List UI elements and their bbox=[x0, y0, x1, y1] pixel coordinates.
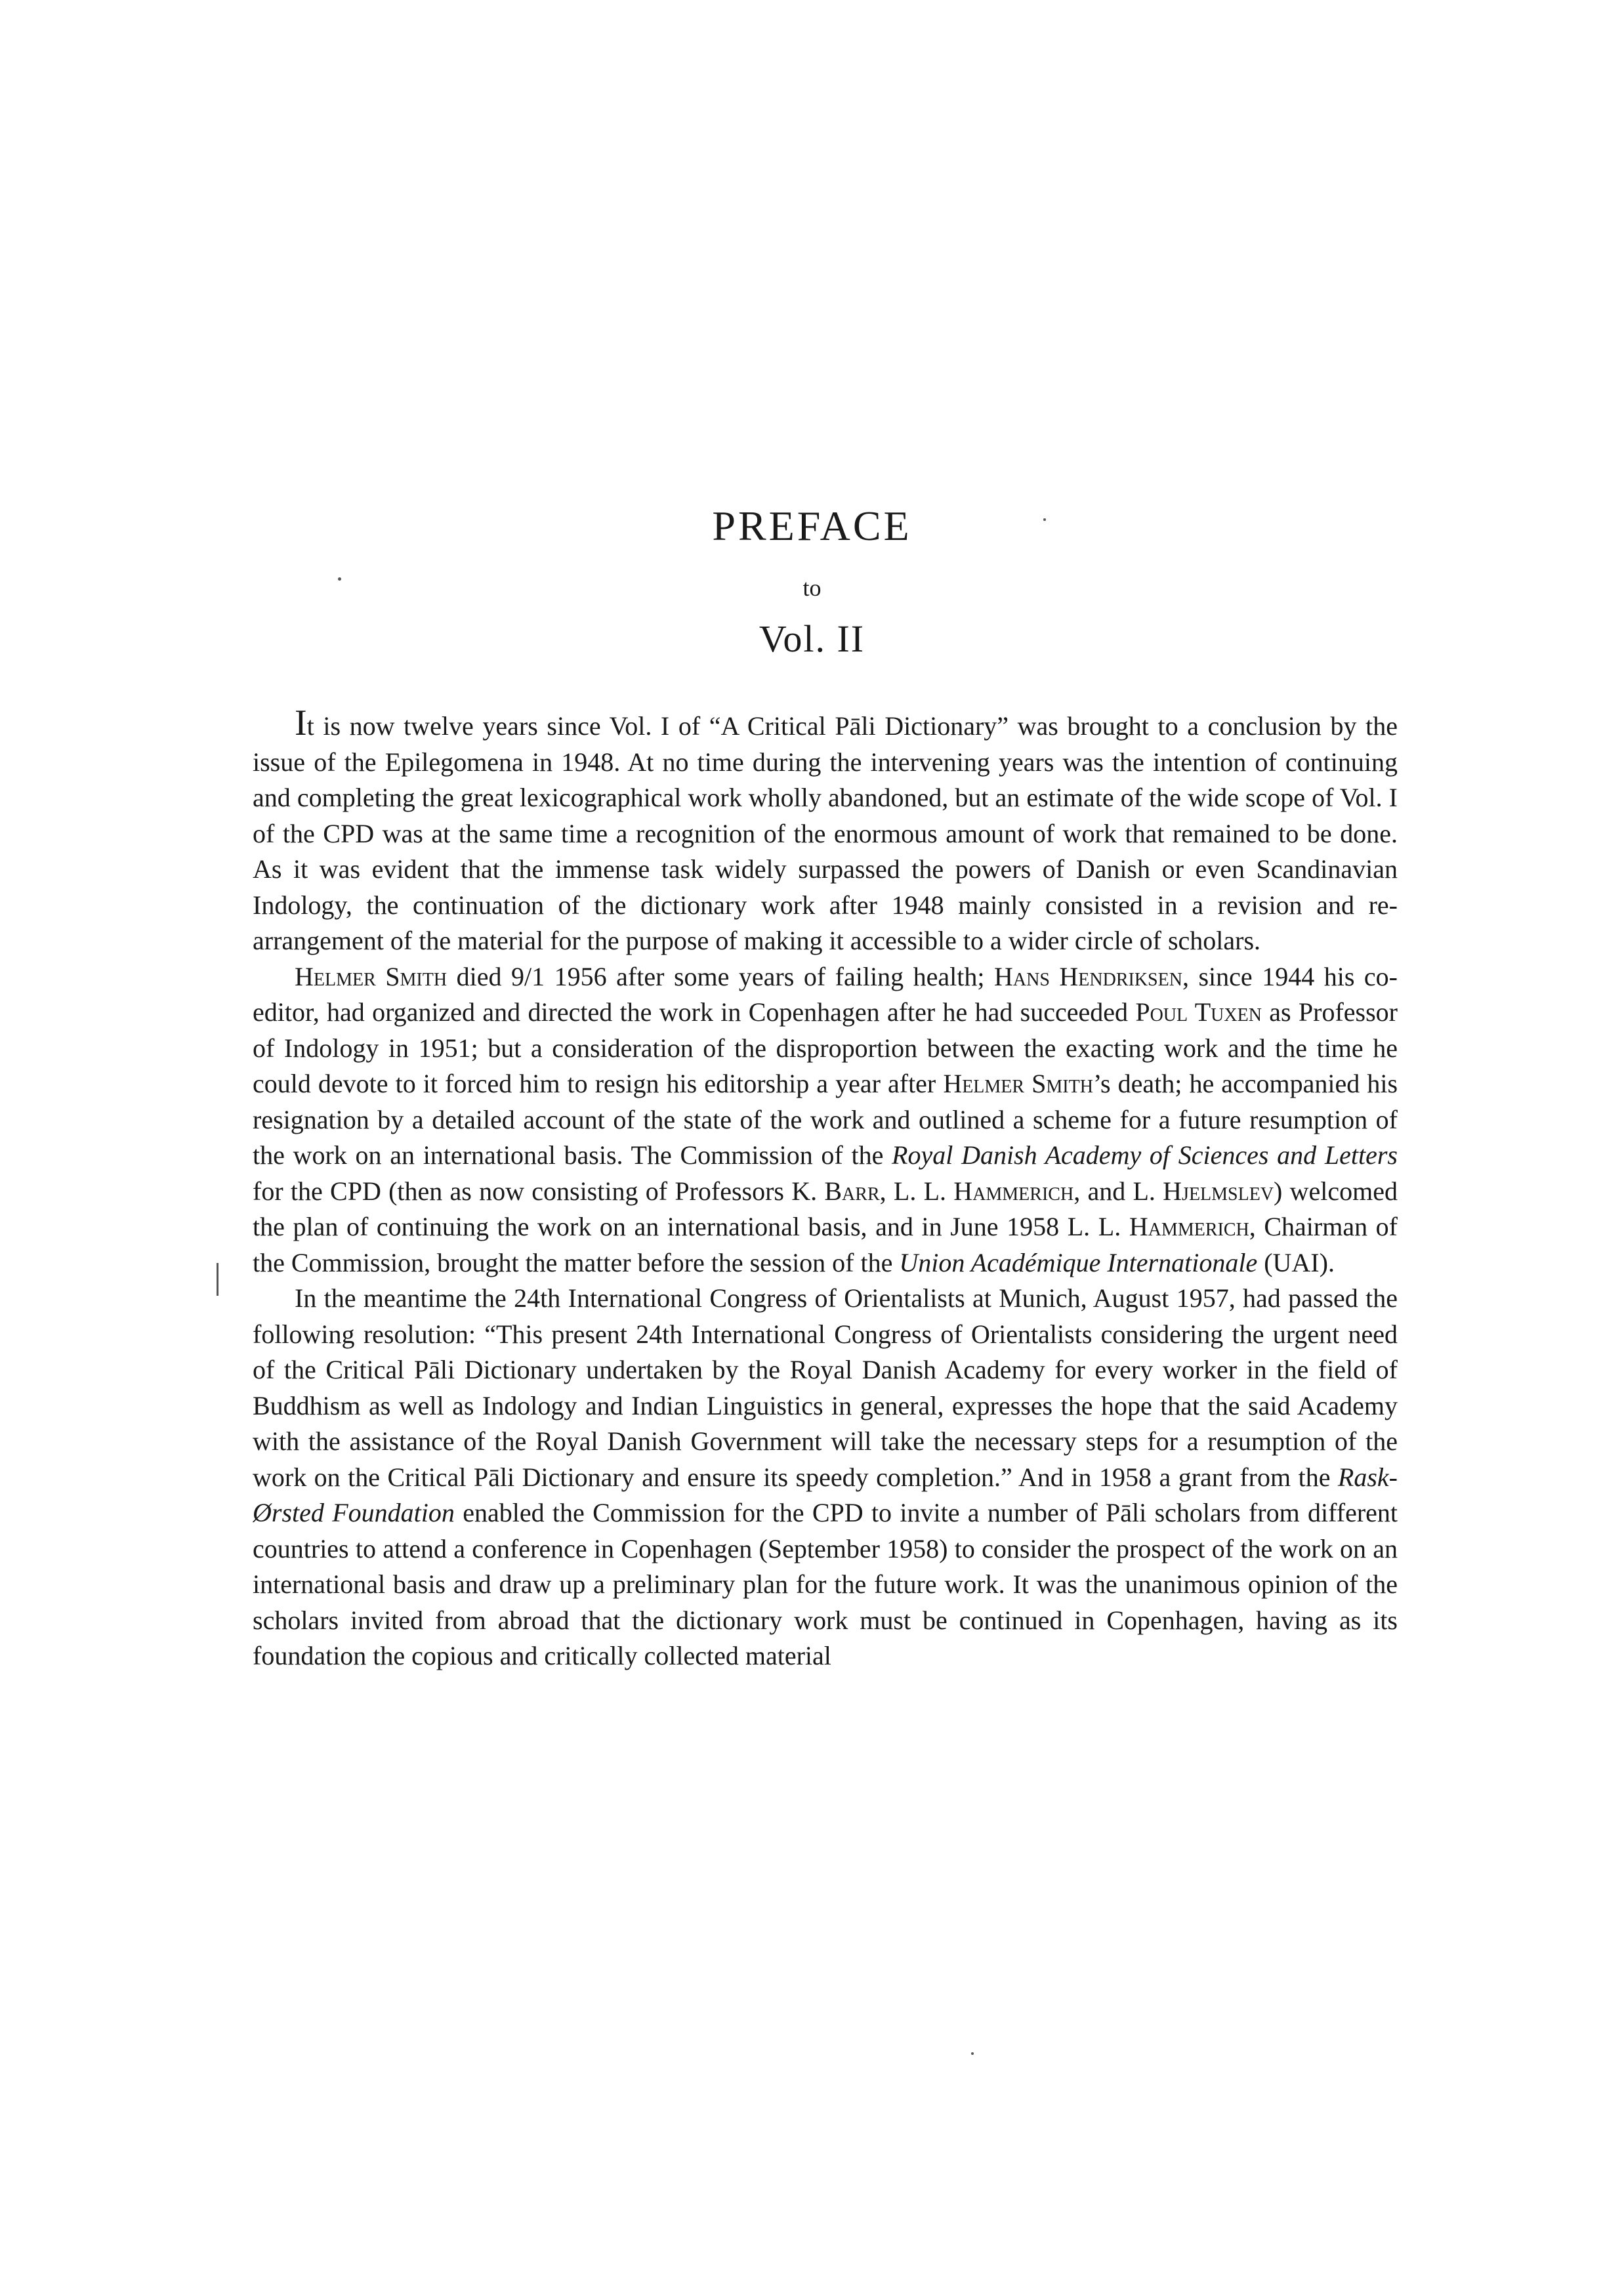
page-title: PREFACE bbox=[712, 503, 912, 549]
small-caps-name: Helmer Smith bbox=[295, 961, 448, 991]
text-run: (UAI). bbox=[1257, 1247, 1335, 1277]
text-run: , Chairman of the Commission, brought the matter before the session of the bbox=[253, 1212, 1398, 1277]
small-caps-name: Poul Tuxen bbox=[1135, 997, 1262, 1027]
text-run: t is now twelve years since Vol. I of “A Critical Pāli Dictionary” was brought to a conclusion by the issue of the Epilegomena in 1948. At no time during the intervening years was the intention of continuing and completing the great lexicographical work wholly abandoned, but an estimate of the wide scope of Vol. I of the CPD was at the same time a recognition of the enormous amount of work that remained to be done. As it was evident that the immense task widely surpassed the powers of Danish or even Scandinavian Indology, the continuation of the dictionary work after 1948 mainly consisted in a revision and re-arrangement of the material for the purpose of making it accessible to a wider circle of scholars. bbox=[253, 711, 1398, 955]
scan-speck bbox=[1043, 518, 1046, 521]
scan-speck bbox=[338, 577, 341, 581]
text-run: In the meantime the 24th International Congress of Orientalists at Munich, August 1957, had passed the following resolution: “This present 24th International Congress of Orientalists considering the urgent need of the Critical Pāli Dictionary undertaken by the Royal Danish Academy for every worker in the field of Buddhism as well as Indology and Indian Linguistics in general, expresses the hope that the said Academy with the assistance of the Royal Danish Government will take the necessary steps for a resumption of the work on the Critical Pāli Dictionary and ensure its speedy completion.” And in 1958 a grant from the bbox=[253, 1283, 1398, 1492]
scan-margin-mark bbox=[217, 1263, 219, 1296]
italic-text: Rask-Ørsted Foundation bbox=[253, 1462, 1398, 1527]
small-caps-name: Helmer Smith bbox=[943, 1069, 1093, 1098]
small-caps-name: L. L. Hammerich bbox=[1067, 1212, 1249, 1241]
paragraph-1 bbox=[253, 703, 1398, 959]
paragraph-3 bbox=[253, 1281, 1398, 1674]
small-caps-name: L. L. Hammerich bbox=[893, 1176, 1074, 1206]
initial-letter: I bbox=[295, 703, 307, 743]
small-caps-name: K. Barr bbox=[791, 1176, 880, 1206]
text-run: , bbox=[879, 1176, 894, 1206]
italic-text: Royal Danish Academy of Sciences and Letters bbox=[892, 1140, 1398, 1170]
italic-text: Union Académique Internationale bbox=[899, 1247, 1258, 1277]
paragraph-2 bbox=[253, 959, 1398, 1281]
preface-body bbox=[253, 703, 1398, 1674]
text-run: , and bbox=[1073, 1176, 1133, 1206]
small-caps-name: L. Hjelmslev bbox=[1133, 1176, 1274, 1206]
text-run: for the CPD (then as now consisting of Professors bbox=[253, 1176, 792, 1206]
volume-heading: Vol. II bbox=[759, 617, 865, 660]
text-run: enabled the Commission for the CPD to invite a number of Pāli scholars from different countries to attend a conference in Copenhagen (September 1958) to consider the prospect of the work on an international basis and draw up a preliminary plan for the future work. It was the unanimous opinion of the scholars invited from abroad that the dictionary work must be continued in Copenhagen, having as its foundation the copious and critically collected material bbox=[253, 1498, 1398, 1670]
text-run: as Professor of Indology in 1951; but a consideration of the disproportion between the exacting work and the time he could devote to it forced him to resign his editorship a year after bbox=[253, 997, 1398, 1098]
text-run: ) welcomed the plan of continuing the work on an international basis, and in June 1958 bbox=[253, 1176, 1398, 1241]
scan-speck bbox=[971, 2052, 974, 2055]
text-run: ’s death; he accompanied his resignation by a detailed account of the state of the work and outlined a scheme for a future resumption of the work on an international basis. The Commission of the bbox=[253, 1069, 1398, 1170]
text-run: died 9/1 1956 after some years of failing health; bbox=[447, 961, 994, 991]
page-subtitle-to: to bbox=[802, 575, 822, 601]
text-run: , since 1944 his co-editor, had organized and directed the work in Copenhagen after he had succeeded bbox=[253, 961, 1398, 1027]
small-caps-name: Hans Hendriksen bbox=[993, 961, 1182, 991]
